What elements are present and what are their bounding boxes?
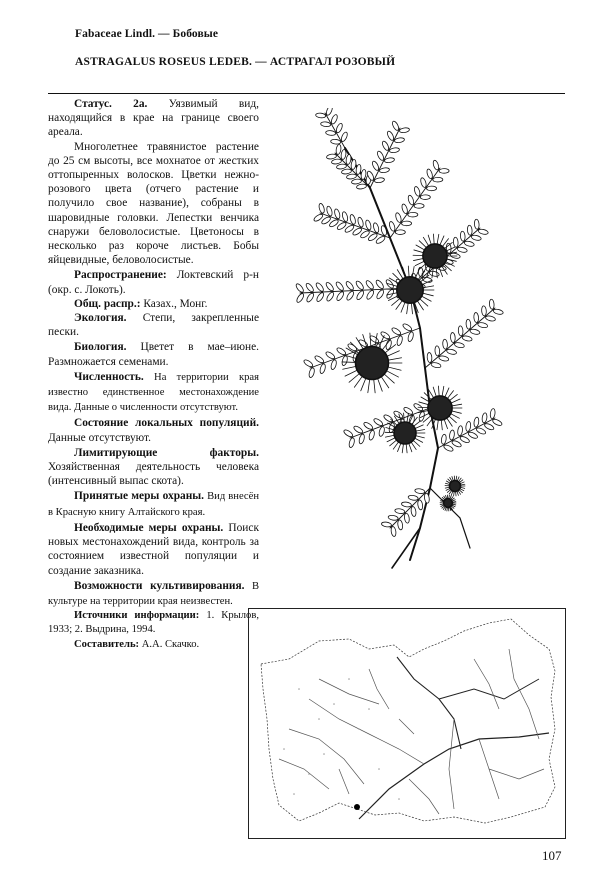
biology-text: Цветет в мае–июне. Размножается семенами. [48,341,259,368]
general-range-label: Общ. распр.: [74,297,141,310]
plant-illustration [280,108,505,586]
sources-text: 1. Крылов, 1933; 2. Выдрина, 1994. [48,610,259,636]
page-number: 107 [542,848,562,863]
header-rule [48,93,565,94]
abundance-label: Численность. [74,370,144,383]
abundance-text: На территории края известно единственное местонахождение вида. Данные о численности отсутствуют. [48,371,259,414]
description-text: Многолетнее травянистое растение до 25 см высоты, все мохнатое от жестких оттопыренных волосков. Цветки нежно-розового цвета (отчего растение и получило свое название), собраны в шаровидные головки. Лепестки венчика снаружи беловолосистые. Цветоносы в несколько раз короче листьев. Бобы яйцевидные, беловолосистые. [48,140,259,267]
ecology-paragraph [48,311,259,339]
biology-label: Биология. [74,341,127,354]
sources-label: Источники информации: [74,610,200,622]
region-outline [261,619,555,823]
locality-marker [354,804,360,810]
abundance-paragraph [48,370,259,416]
compiler-paragraph [48,638,259,652]
sources-paragraph [48,609,259,637]
river-ob [397,657,461,749]
status-paragraph [48,97,259,140]
ecology-text: Степи, закрепленные пески. [48,312,259,339]
general-range-text: Казах., Монг. [140,297,208,310]
measures-needed-label: Необходимые меры охраны. [74,521,224,534]
distribution-map [248,608,566,839]
distribution-paragraph [48,268,259,296]
limiting-factors-label: Лимитирующие факторы. [74,446,259,459]
measures-taken-paragraph [48,489,259,519]
limiting-factors-text: Хозяйственная деятельность человека (интенсивный выпас скота). [48,461,259,488]
cultivation-text: В культуре на территории края неизвестен. [48,580,260,607]
populations-text: Данные отсутствуют. [48,431,151,444]
biology-paragraph [48,340,259,368]
compiler-text: А.А. Скачко. [139,638,200,650]
description-paragraph [48,140,259,268]
general-range-paragraph [48,297,259,311]
species-title: ASTRAGALUS ROSEUS LEDEB. — АСТРАГАЛ РОЗОВЫЙ [75,56,396,68]
map-drawing [249,609,567,840]
species-description [48,97,259,652]
measures-needed-text: Поиск новых местонахождений вида, контроль за состоянием известной популяции и создание заказника. [48,521,259,577]
status-label: Статус. 2а. [74,98,148,110]
compiler-label: Составитель: [74,638,140,650]
river-main [359,733,549,819]
cultivation-label: Возможности культивирования. [74,579,245,592]
family-header: Fabaceae Lindl. — Бобовые [75,28,219,40]
distribution-text: Локтевский р-н (окр. с. Локоть). [48,269,259,296]
measures-taken-text: Вид внесён в Красную книгу Алтайского края. [48,491,259,518]
limiting-factors-paragraph [48,446,259,489]
populations-label: Состояние локальных популяций. [74,417,259,430]
distribution-label: Распространение: [74,269,167,282]
measures-taken-label: Принятые меры охраны. [74,490,205,503]
status-text: Уязвимый вид, находящийся в крае на границе своего ареала. [48,98,259,139]
cultivation-paragraph [48,579,259,609]
populations-paragraph [48,416,259,444]
ecology-label: Экология. [74,312,127,325]
measures-needed-paragraph [48,521,259,578]
